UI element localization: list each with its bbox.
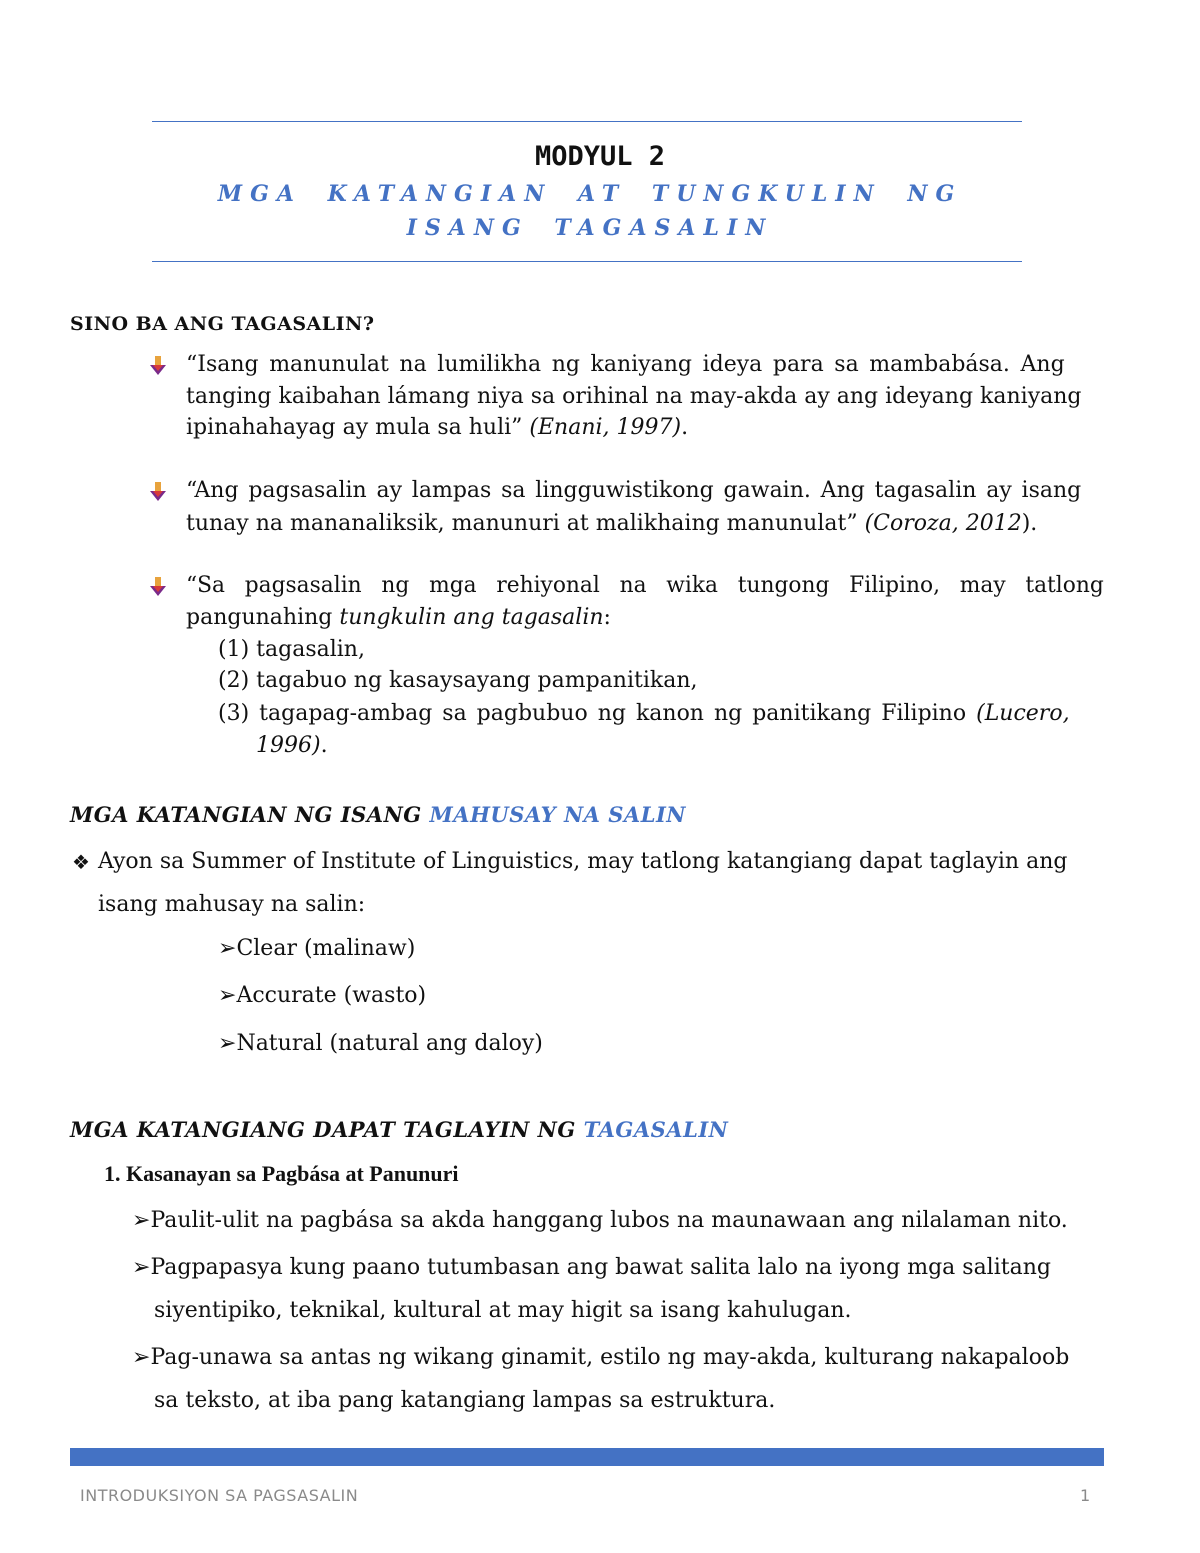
quote2-citation: (Coroza, 2012: [864, 511, 1022, 536]
quote1-end: .: [681, 415, 689, 440]
list-item: [218, 932, 415, 965]
quote3-item3-cont: [256, 729, 328, 762]
quote3-end: :: [603, 605, 611, 630]
quote3-line1: “Sa pagsasalin ng mga rehiyonal na wika tungong Filipino, may tatlong: [186, 573, 1104, 598]
quote3-item3: [218, 697, 1070, 730]
quote1-text: ipinahahayag ay mula sa huli”: [186, 415, 523, 440]
section2-intro-line2: isang mahusay na salin:: [98, 892, 366, 917]
arrowhead-bullet-icon: ➢: [218, 936, 237, 961]
list-item-cont: siyentipiko, teknikal, kultural at may higit sa isang kahulugan.: [154, 1298, 852, 1323]
quote1-line3: [186, 411, 688, 444]
module-subtitle-line1: MGA KATANGIAN AT TUNGKULIN NG: [217, 181, 963, 207]
quote3-item3-end: .: [320, 733, 328, 758]
quote1-citation: (Enani, 1997): [529, 415, 682, 440]
list-item: [132, 1251, 1051, 1284]
list-item-text: Pagpapasya kung paano tutumbasan ang bawat salita lalo na iyong mga salitang: [150, 1255, 1051, 1280]
list-item-cont: sa teksto, at iba pang katangiang lampas sa estruktura.: [154, 1388, 776, 1413]
arrowhead-bullet-icon: ➢: [218, 1031, 237, 1056]
footer-label: INTRODUKSIYON SA PAGSASALIN: [80, 1486, 359, 1505]
quote3-item3-year: 1996): [256, 733, 321, 758]
section-heading-sino: SINO BA ANG TAGASALIN?: [70, 313, 375, 335]
list-item-text: Clear (malinaw): [236, 936, 416, 961]
section2-intro-line1: Ayon sa Summer of Institute of Linguistics, may tatlong katangiang dapat taglayin ang: [98, 849, 1068, 874]
page-number: 1: [1080, 1486, 1091, 1505]
list-item: [132, 1204, 1068, 1237]
quote2-end: ).: [1021, 511, 1038, 536]
heading-accent: TAGASALIN: [583, 1117, 729, 1142]
list-item-text: Paulit-ulit na pagbása sa akda hanggang lubos na maunawaan ang nilalaman nito.: [150, 1208, 1068, 1233]
title-bottom-rule: [152, 261, 1022, 262]
list-item-text: Pag-unawa sa antas ng wikang ginamit, estilo ng may-akda, kulturang nakapaloob: [150, 1345, 1070, 1370]
diamond-bullet-icon: ❖: [72, 850, 90, 874]
quote3-item1: (1) tagasalin,: [218, 637, 365, 662]
quote3-item3-citation: (Lucero,: [976, 701, 1070, 726]
heading-text: MGA KATANGIAN NG ISANG: [70, 802, 422, 827]
quote3-item2: (2) tagabuo ng kasaysayang pampanitikan,: [218, 668, 698, 693]
section-heading-mahusay: [70, 802, 686, 827]
list-item: [132, 1341, 1069, 1374]
module-title: MODYUL 2: [534, 141, 666, 172]
arrow-down-bullet-icon: [148, 575, 168, 599]
quote2-line2: [186, 507, 1037, 540]
quote3-text: pangunahing: [186, 605, 333, 630]
arrow-down-bullet-icon: [148, 480, 168, 504]
list-item-text: Natural (natural ang daloy): [236, 1031, 543, 1056]
list-item-text: Accurate (wasto): [236, 983, 427, 1008]
list-item: [218, 979, 426, 1012]
title-top-rule: [152, 121, 1022, 122]
quote3-line2: [186, 601, 611, 634]
heading-accent: MAHUSAY NA SALIN: [429, 802, 686, 827]
arrowhead-bullet-icon: ➢: [218, 983, 237, 1008]
section-heading-tagasalin: [70, 1117, 728, 1142]
arrowhead-bullet-icon: ➢: [132, 1255, 151, 1280]
list-item: [218, 1027, 543, 1060]
arrowhead-bullet-icon: ➢: [132, 1208, 151, 1233]
quote3-item3-text: (3) tagapag-ambag sa pagbubuo ng kanon ng panitikang Filipino: [218, 701, 967, 726]
subsection-title: 1. Kasanayan sa Pagbása at Panunuri: [104, 1161, 459, 1186]
quote1-line1: “Isang manunulat na lumilikha ng kaniyang ideya para sa mambabása. Ang: [186, 352, 1065, 377]
arrowhead-bullet-icon: ➢: [132, 1345, 151, 1370]
quote2-line1: “Ang pagsasalin ay lampas sa lingguwistikong gawain. Ang tagasalin ay isang: [186, 478, 1082, 503]
quote3-italic: tungkulin ang tagasalin: [339, 605, 604, 630]
heading-text: MGA KATANGIANG DAPAT TAGLAYIN NG: [70, 1117, 576, 1142]
module-subtitle-line2: ISANG TAGASALIN: [406, 215, 774, 241]
footer-bar: [70, 1448, 1104, 1466]
arrow-down-bullet-icon: [148, 354, 168, 378]
quote2-text: tunay na mananaliksik, manunuri at malikhaing manunulat”: [186, 511, 858, 536]
quote1-line2: tanging kaibahan lámang niya sa orihinal na may-akda ay ang ideyang kaniyang: [186, 384, 1082, 409]
